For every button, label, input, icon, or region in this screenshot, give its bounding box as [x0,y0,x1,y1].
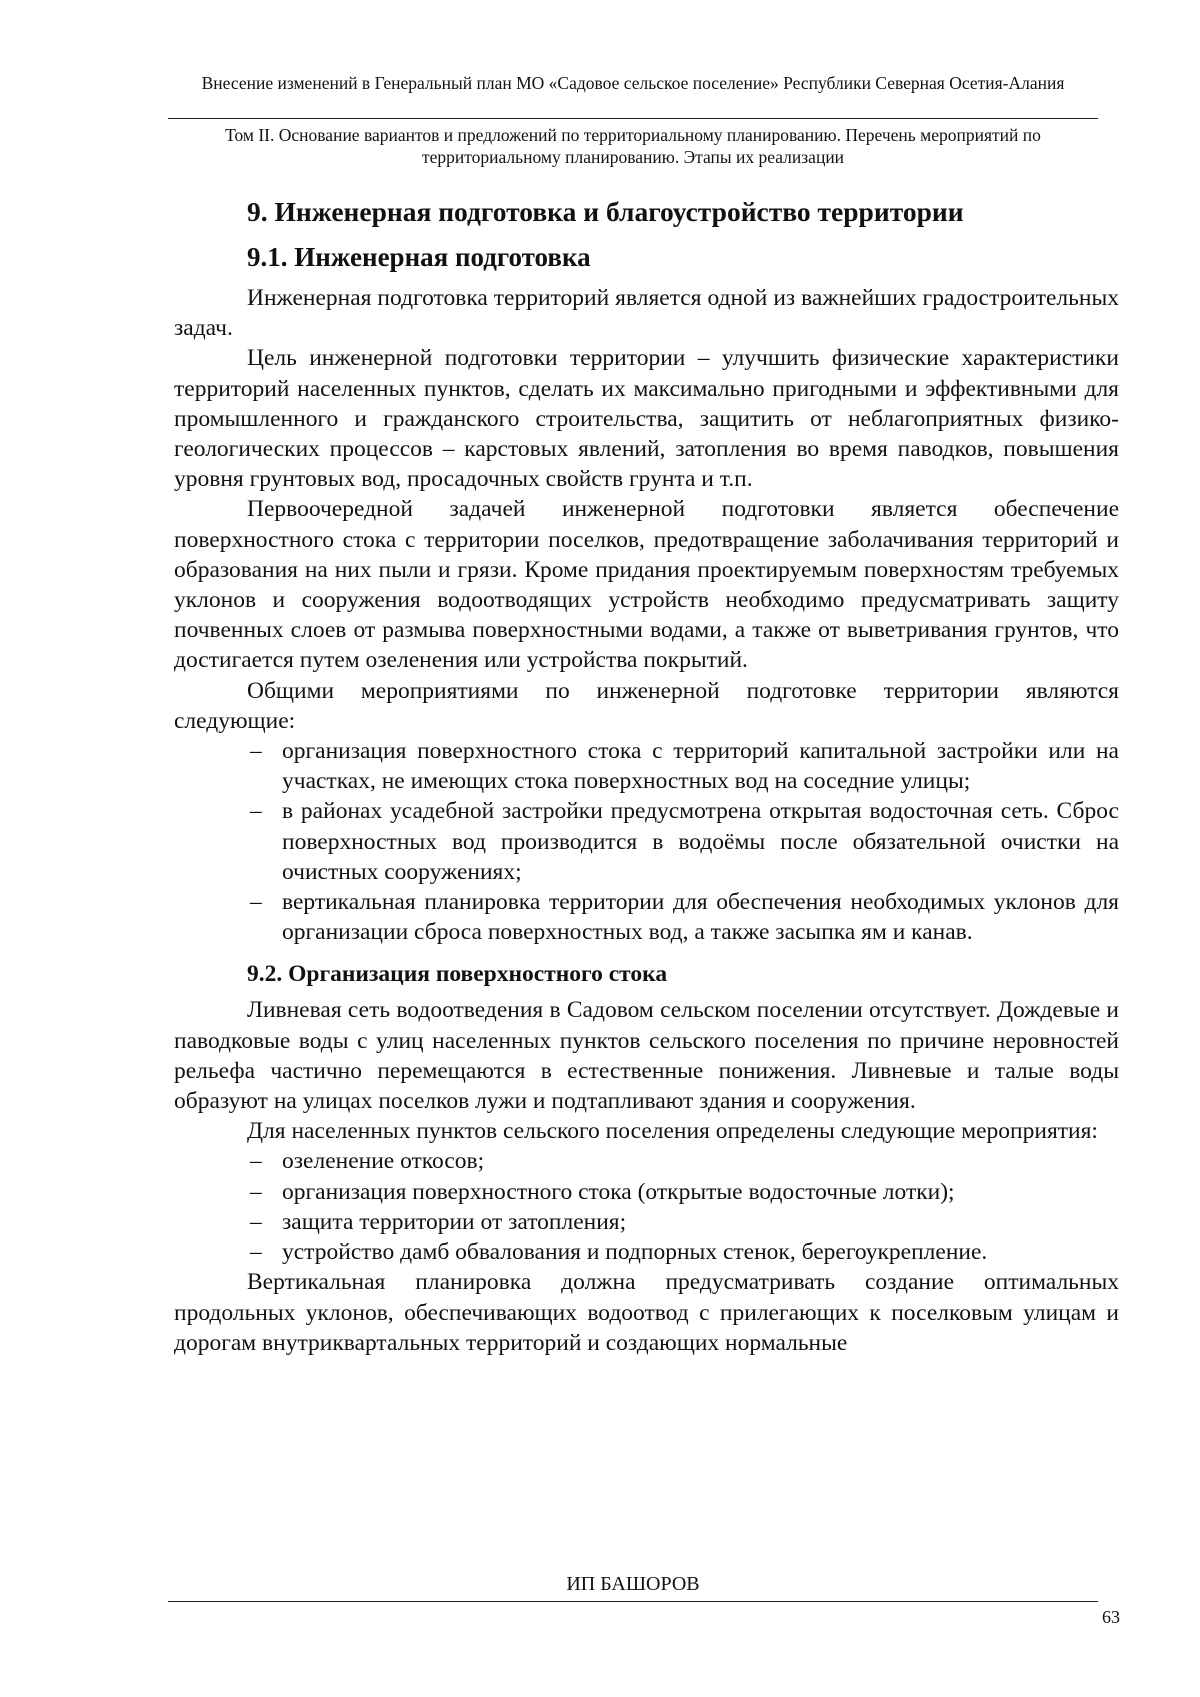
list-item-text: в районах усадебной застройки предусмотрена открытая водосточная сеть. Сброс поверхностных вод производится в водоёмы после обязательной очистки на очистных сооружениях; [282,798,1119,885]
paragraph: Вертикальная планировка должна предусматривать создание оптимальных продольных уклонов, обеспечивающих водоотвод с прилегающих к поселковым улицам и дорогам внутриквартальных территорий и создающих нормальные [174,1269,1119,1356]
list-item-text: вертикальная планировка территории для обеспечения необходимых уклонов для организации сброса поверхностных вод, а также засыпка ям и канав. [282,889,1119,946]
section-heading: 9. Инженерная подготовка и благоустройство территории [247,196,964,227]
paragraph: Цель инженерной подготовки территории – улучшить физические характеристики территорий населенных пунктов, сделать их максимально пригодными и эффективными для промышленного и гражданского строительства, защитить от неблагоприятных физико-геологических процессов – карстовых явлений, затопления во время паводков, повышения уровня грунтовых вод, просадочных свойств грунта и т.п. [174,345,1119,493]
measures-list [174,736,1119,947]
page-number: 63 [1102,1607,1120,1627]
paragraph: Первоочередной задачей инженерной подготовки является обеспечение поверхностного стока с территории поселков, предотвращение заболачивания территорий и образования на них пыли и грязи. Кроме придания проектируемым поверхностям требуемых уклонов и сооружения водоотводящих устройств необходимо предусматривать защиту почвенных слоев от размыва поверхностными водами, а также от выветривания грунтов, что достигается путем озеленения или устройства покрытий. [174,496,1119,674]
footer-divider [168,1601,1098,1602]
paragraph: Ливневая сеть водоотведения в Садовом сельском поселении отсутствует. Дождевые и паводковые воды с улиц населенных пунктов сельского поселения по причине неровностей рельефа частично перемещаются в естественные понижения. Ливневые и талые воды образуют на улицах поселков лужи и подтапливают здания и сооружения. [174,997,1119,1115]
subsection-heading-engineering-preparation: 9.1. Инженерная подготовка [247,242,591,272]
page-body [174,195,1119,1358]
list-marker: – [250,1208,262,1235]
list-item [250,887,1119,947]
footer-company: ИП БАШОРОВ [566,1573,700,1595]
running-header-volume: Том II. Основание вариантов и предложений по территориальному планированию. Перечень мероприятий по территориальному планированию. Этапы их реализации [225,125,1041,167]
list-marker: – [250,889,262,916]
list-marker: – [250,1148,262,1175]
paragraph: Инженерная подготовка территорий является одной из важнейших градостроительных задач. [174,285,1119,342]
list-marker: – [250,1239,262,1266]
list-marker: – [250,798,262,825]
list-item-text: организация поверхностного стока (открытые водосточные лотки); [282,1178,955,1205]
list-item [250,1146,1119,1176]
measures-list [174,1146,1119,1267]
list-item [250,796,1119,887]
list-item-text: организация поверхностного стока с территорий капитальной застройки или на участках, не имеющих стока поверхностных вод на соседние улицы; [282,738,1119,795]
running-header-title: Внесение изменений в Генеральный план МО «Садовое сельское поселение» Республики Северная Осетия-Алания [201,73,1065,93]
header-divider [168,118,1098,119]
list-item [250,736,1119,796]
list-item [250,1207,1119,1237]
list-marker: – [250,738,262,765]
list-item-text: озеленение откосов; [282,1148,485,1175]
subsection-heading-surface-runoff: 9.2. Организация поверхностного стока [247,961,668,988]
list-item [250,1177,1119,1207]
paragraph: Для населенных пунктов сельского поселения определены следующие мероприятия: [247,1118,1098,1145]
list-item-text: устройство дамб обвалования и подпорных стенок, берегоукрепление. [282,1239,988,1266]
list-item [250,1237,1119,1267]
paragraph: Общими мероприятиями по инженерной подготовке территории являются следующие: [174,677,1119,734]
list-item-text: защита территории от затопления; [282,1208,627,1235]
list-marker: – [250,1178,262,1205]
